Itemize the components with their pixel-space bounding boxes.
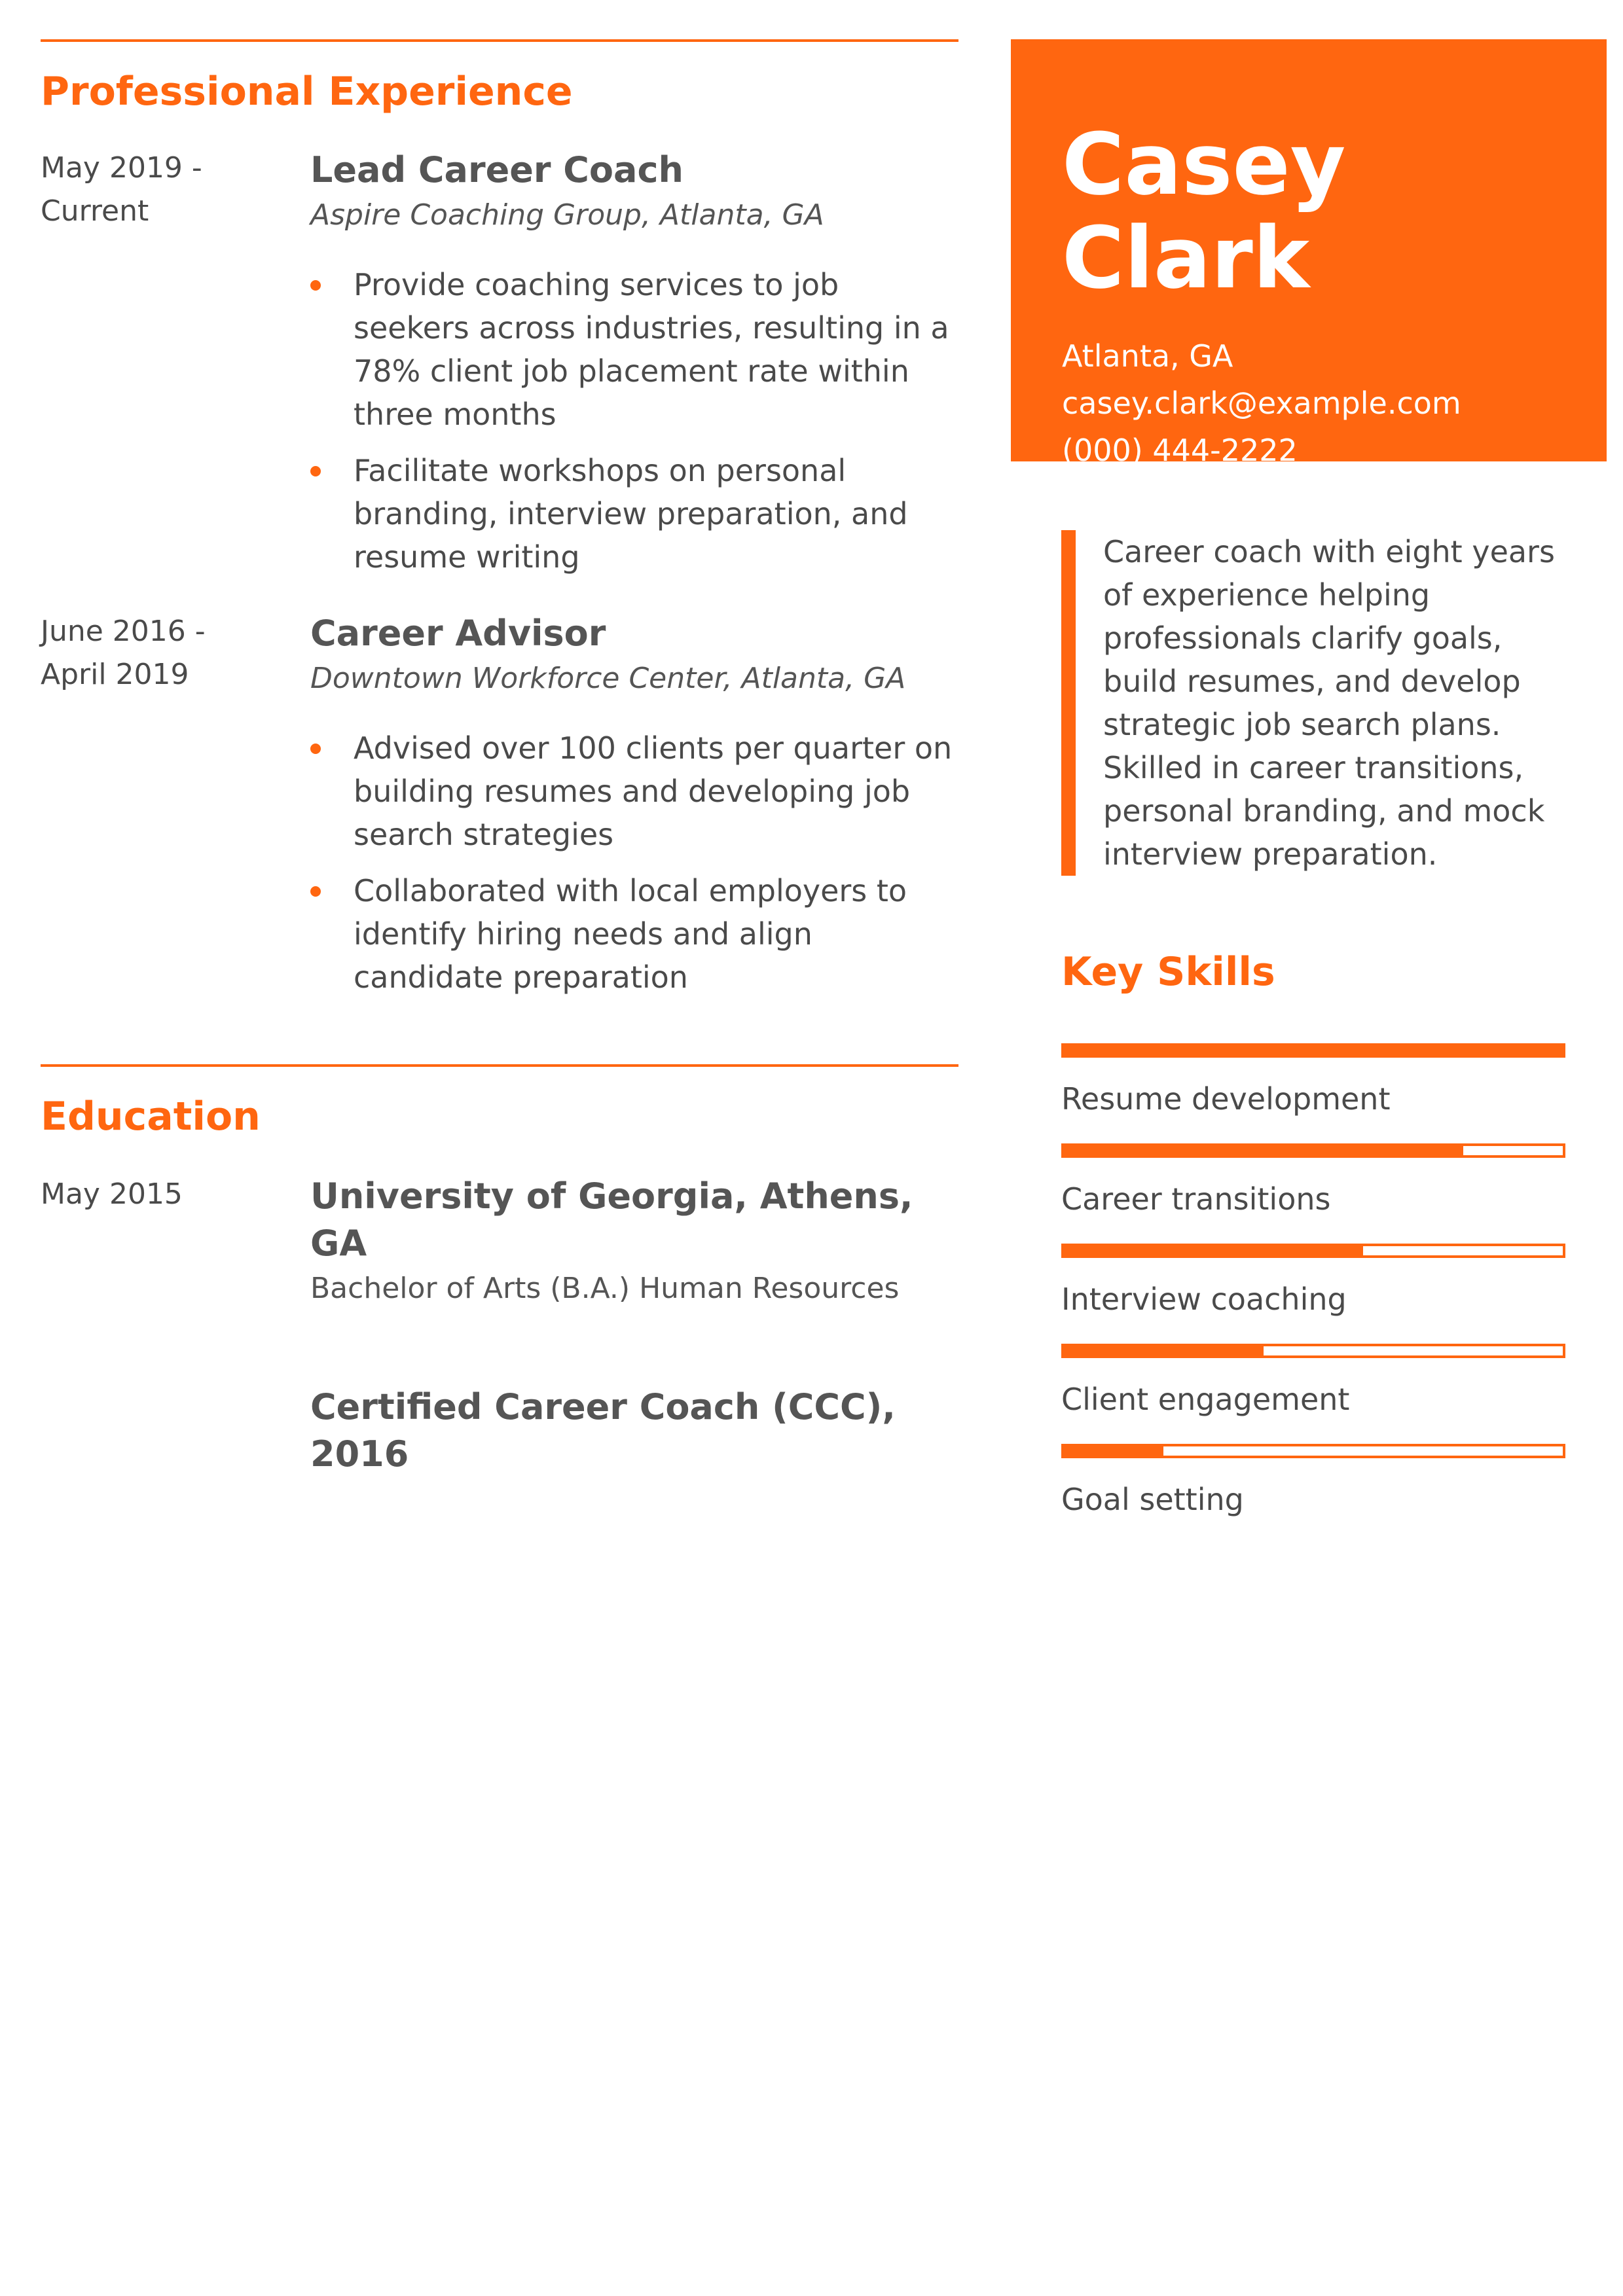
- job-bullets: [310, 726, 958, 999]
- skill-label: Client engagement: [1061, 1382, 1350, 1417]
- skill-label: Goal setting: [1061, 1482, 1244, 1517]
- skill-label: Resume development: [1061, 1081, 1391, 1117]
- bullet-item: Provide coaching services to job seekers across industries, resulting in a 78% client job placement rate within three months: [310, 263, 958, 436]
- header-box: [1011, 39, 1607, 515]
- bullet-item: Collaborated with local employers to identify hiring needs and align candidate preparation: [310, 869, 958, 999]
- bullet-item: Facilitate workshops on personal branding, interview preparation, and resume writing: [310, 449, 958, 579]
- job-dates: May 2019 - Current: [41, 151, 202, 228]
- job-dates: June 2016 - April 2019: [41, 615, 206, 691]
- contact-email[interactable]: casey.clark@example.com: [1062, 386, 1461, 421]
- job-bullets: [310, 263, 958, 579]
- skills-list: [1061, 1043, 1565, 1544]
- experience-section: [41, 39, 958, 999]
- section-title-experience: Professional Experience: [41, 69, 573, 115]
- job-title: Career Advisor: [310, 613, 606, 654]
- main-column: [41, 39, 958, 1478]
- candidate-name: Casey Clark: [1062, 115, 1346, 308]
- bullet-item: Advised over 100 clients per quarter on building resumes and developing job search strategies: [310, 726, 958, 856]
- job-entry: [41, 147, 958, 579]
- skill-item: [1061, 1244, 1565, 1344]
- skill-level-bar: [1061, 1344, 1565, 1358]
- skill-level-bar: [1061, 1444, 1565, 1458]
- school-name: University of Georgia, Athens, GA: [310, 1175, 913, 1264]
- section-title-education: Education: [41, 1094, 261, 1139]
- skill-label: Career transitions: [1061, 1181, 1331, 1217]
- job-entry: [41, 610, 958, 999]
- skill-item: [1061, 1344, 1565, 1444]
- section-title-skills: Key Skills: [1061, 949, 1275, 995]
- education-entry: [41, 1173, 958, 1478]
- education-date: May 2015: [41, 1177, 183, 1211]
- skill-level-bar: [1061, 1043, 1565, 1058]
- job-company: Aspire Coaching Group, Atlanta, GA: [310, 198, 824, 232]
- contact-location: Atlanta, GA: [1062, 338, 1233, 374]
- skill-level-bar: [1061, 1143, 1565, 1158]
- summary: Career coach with eight years of experience helping professionals clarify goals, build resumes, and develop strategic job search plans. Skilled in career transitions, personal branding, and mock interview preparation.: [1061, 530, 1578, 876]
- job-company: Downtown Workforce Center, Atlanta, GA: [310, 662, 906, 695]
- section-divider: [41, 1064, 958, 1067]
- education-section: [41, 1064, 958, 1478]
- skill-item: [1061, 1143, 1565, 1244]
- job-title: Lead Career Coach: [310, 149, 684, 190]
- skill-label: Interview coaching: [1061, 1282, 1347, 1317]
- degree: Bachelor of Arts (B.A.) Human Resources: [310, 1272, 900, 1305]
- certification: Certified Career Coach (CCC), 2016: [310, 1386, 896, 1475]
- skill-item: [1061, 1444, 1565, 1544]
- skill-level-bar: [1061, 1244, 1565, 1258]
- contact-phone: (000) 444-2222: [1062, 433, 1298, 468]
- contact-website[interactable]: WWW: LinkedIn: [1062, 480, 1296, 515]
- skill-item: [1061, 1043, 1565, 1143]
- section-divider: [41, 39, 958, 42]
